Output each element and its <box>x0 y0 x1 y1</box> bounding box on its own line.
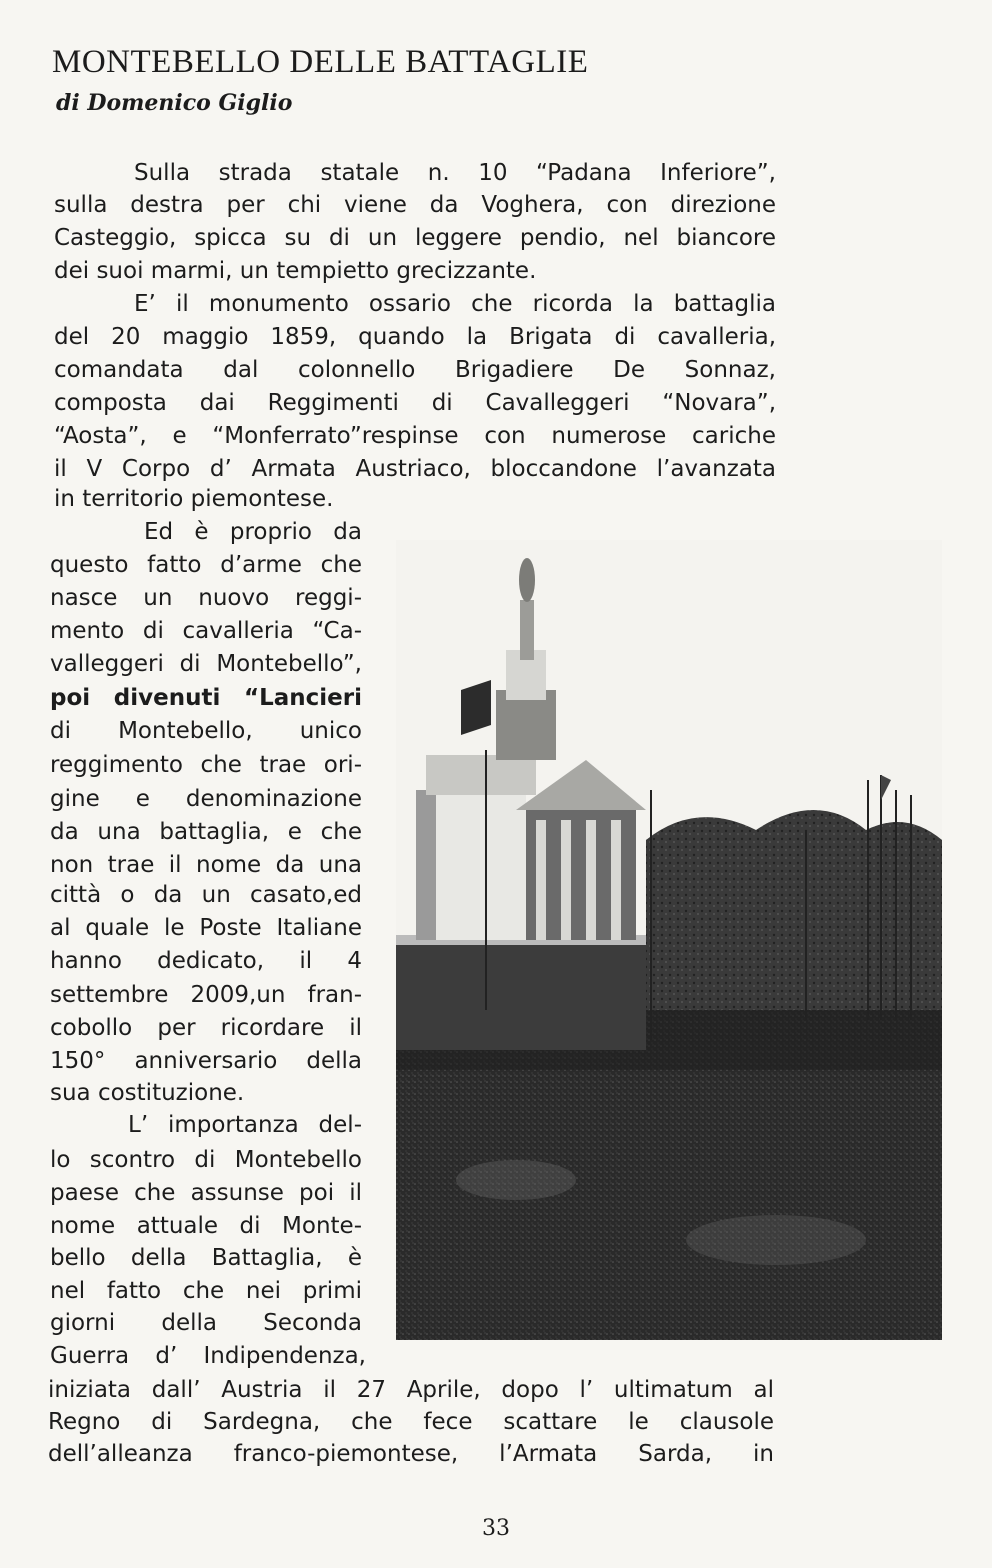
text-line: sulla destra per chi viene da Voghera, con direzione <box>54 192 776 218</box>
text-line: hanno dedicato, il 4 <box>50 948 362 974</box>
text-line: città o da un casato,ed <box>50 882 362 908</box>
article-author: di Domenico Giglio <box>56 90 293 116</box>
text-line: lo scontro di Montebello <box>50 1147 362 1173</box>
text-line: “Aosta”, e “Monferrato”respinse con numerose cariche <box>54 423 776 449</box>
text-line: gine e denominazione <box>50 786 362 812</box>
text-line: valleggeri di Montebello”, <box>50 651 362 677</box>
text-line: in territorio piemontese. <box>54 486 334 512</box>
text-line: Sulla strada statale n. 10 “Padana Inferiore”, <box>134 160 776 186</box>
text-line: dei suoi marmi, un tempietto grecizzante. <box>54 258 537 284</box>
text-line: L’ importanza del- <box>128 1112 362 1138</box>
text-line: 150° anniversario della <box>50 1048 362 1074</box>
text-line: poi divenuti “Lancieri <box>50 685 362 711</box>
monument-photo <box>396 540 942 1340</box>
text-line: mento di cavalleria “Ca- <box>50 618 362 644</box>
text-line: da una battaglia, e che <box>50 819 362 845</box>
text-line: Guerra d’ Indipendenza, <box>50 1343 366 1369</box>
text-line: non trae il nome da una <box>50 852 362 878</box>
text-line: Ed è proprio da <box>144 519 362 545</box>
text-line: nome attuale di Monte- <box>50 1213 362 1239</box>
text-line: sua costituzione. <box>50 1080 245 1106</box>
text-line: dell’alleanza franco-piemontese, l’Armata Sarda, in <box>48 1441 774 1467</box>
text-line: di Montebello, unico <box>50 718 362 744</box>
text-line: nasce un nuovo reggi- <box>50 585 362 611</box>
text-line: al quale le Poste Italiane <box>50 915 362 941</box>
text-line: Casteggio, spicca su di un leggere pendio, nel biancore <box>54 225 776 251</box>
text-line: iniziata dall’ Austria il 27 Aprile, dopo l’ ultimatum al <box>48 1377 774 1403</box>
text-line: E’ il monumento ossario che ricorda la battaglia <box>134 291 776 317</box>
text-line: reggimento che trae ori- <box>50 752 362 778</box>
text-line: settembre 2009,un fran- <box>50 982 362 1008</box>
page-number: 33 <box>482 1516 510 1541</box>
text-line: giorni della Seconda <box>50 1310 362 1336</box>
text-line: bello della Battaglia, è <box>50 1245 362 1271</box>
article-title: MONTEBELLO DELLE BATTAGLIE <box>52 44 589 80</box>
text-line: cobollo per ricordare il <box>50 1015 362 1041</box>
text-line: composta dai Reggimenti di Cavalleggeri “Novara”, <box>54 390 776 416</box>
text-line: Regno di Sardegna, che fece scattare le clausole <box>48 1409 774 1435</box>
text-line: il V Corpo d’ Armata Austriaco, bloccandone l’avanzata <box>54 456 776 482</box>
text-line: del 20 maggio 1859, quando la Brigata di cavalleria, <box>54 324 776 350</box>
text-line: nel fatto che nei primi <box>50 1278 362 1304</box>
text-line: paese che assunse poi il <box>50 1180 362 1206</box>
text-line: questo fatto d’arme che <box>50 552 362 578</box>
text-line: comandata dal colonnello Brigadiere De Sonnaz, <box>54 357 776 383</box>
